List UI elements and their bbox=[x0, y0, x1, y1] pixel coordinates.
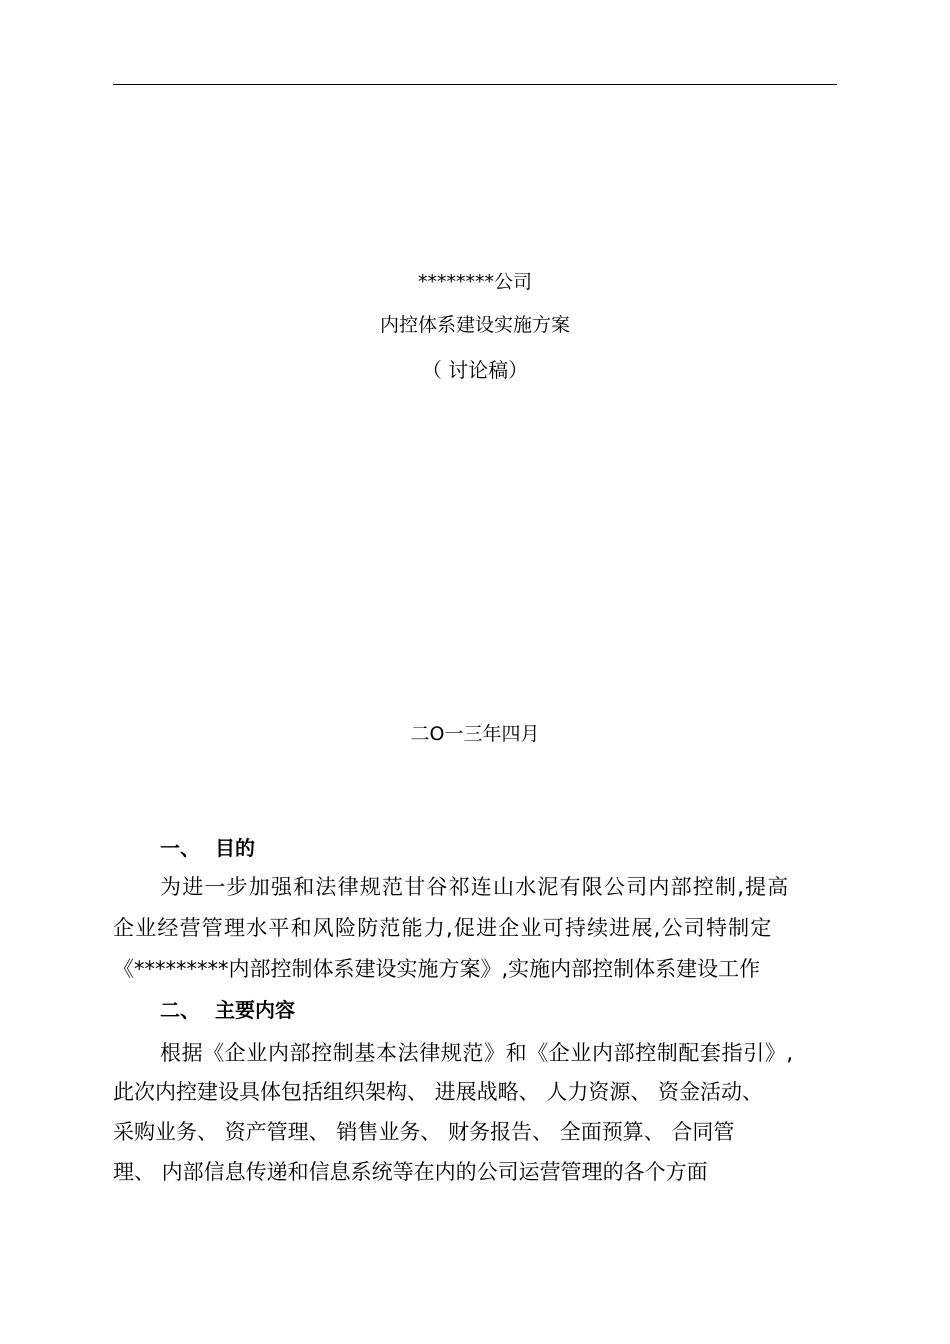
section-heading-purpose bbox=[160, 835, 255, 861]
document-title: 内控体系建设实施方案 bbox=[379, 314, 570, 336]
paragraph-line: 根据《企业内部控制基本法律规范》和《企业内部控制配套指引》, bbox=[160, 1041, 794, 1065]
section-number: 一、 bbox=[160, 836, 200, 860]
section-number: 二、 bbox=[160, 998, 200, 1022]
paragraph-line: 为进一步加强和法律规范甘谷祁连山水泥有限公司内部控制,提高 bbox=[160, 875, 790, 899]
paragraph-line: 采购业务、 资产管理、 销售业务、 财务报告、 全面预算、 合同管 bbox=[113, 1120, 735, 1144]
paragraph-line: 企业经营管理水平和风险防范能力,促进企业可持续进展,公司特制定 bbox=[113, 916, 773, 940]
paragraph-line: 此次内控建设具体包括组织架构、 进展战略、 人力资源、 资金活动、 bbox=[113, 1080, 764, 1104]
section-heading-main-content bbox=[160, 997, 295, 1023]
section-title: 主要内容 bbox=[215, 998, 295, 1022]
document-date: 二O一三年四月 bbox=[410, 723, 540, 745]
header-rule bbox=[113, 84, 837, 85]
paragraph-line: 理、 内部信息传递和信息系统等在内的公司运营管理的各个方面 bbox=[113, 1160, 708, 1184]
draft-note: （ 讨论稿） bbox=[421, 358, 529, 382]
company-name: ********公司 bbox=[417, 271, 532, 293]
section-title: 目的 bbox=[215, 836, 255, 860]
paragraph-line: 《*********内部控制体系建设实施方案》,实施内部控制体系建设工作 bbox=[113, 957, 761, 981]
